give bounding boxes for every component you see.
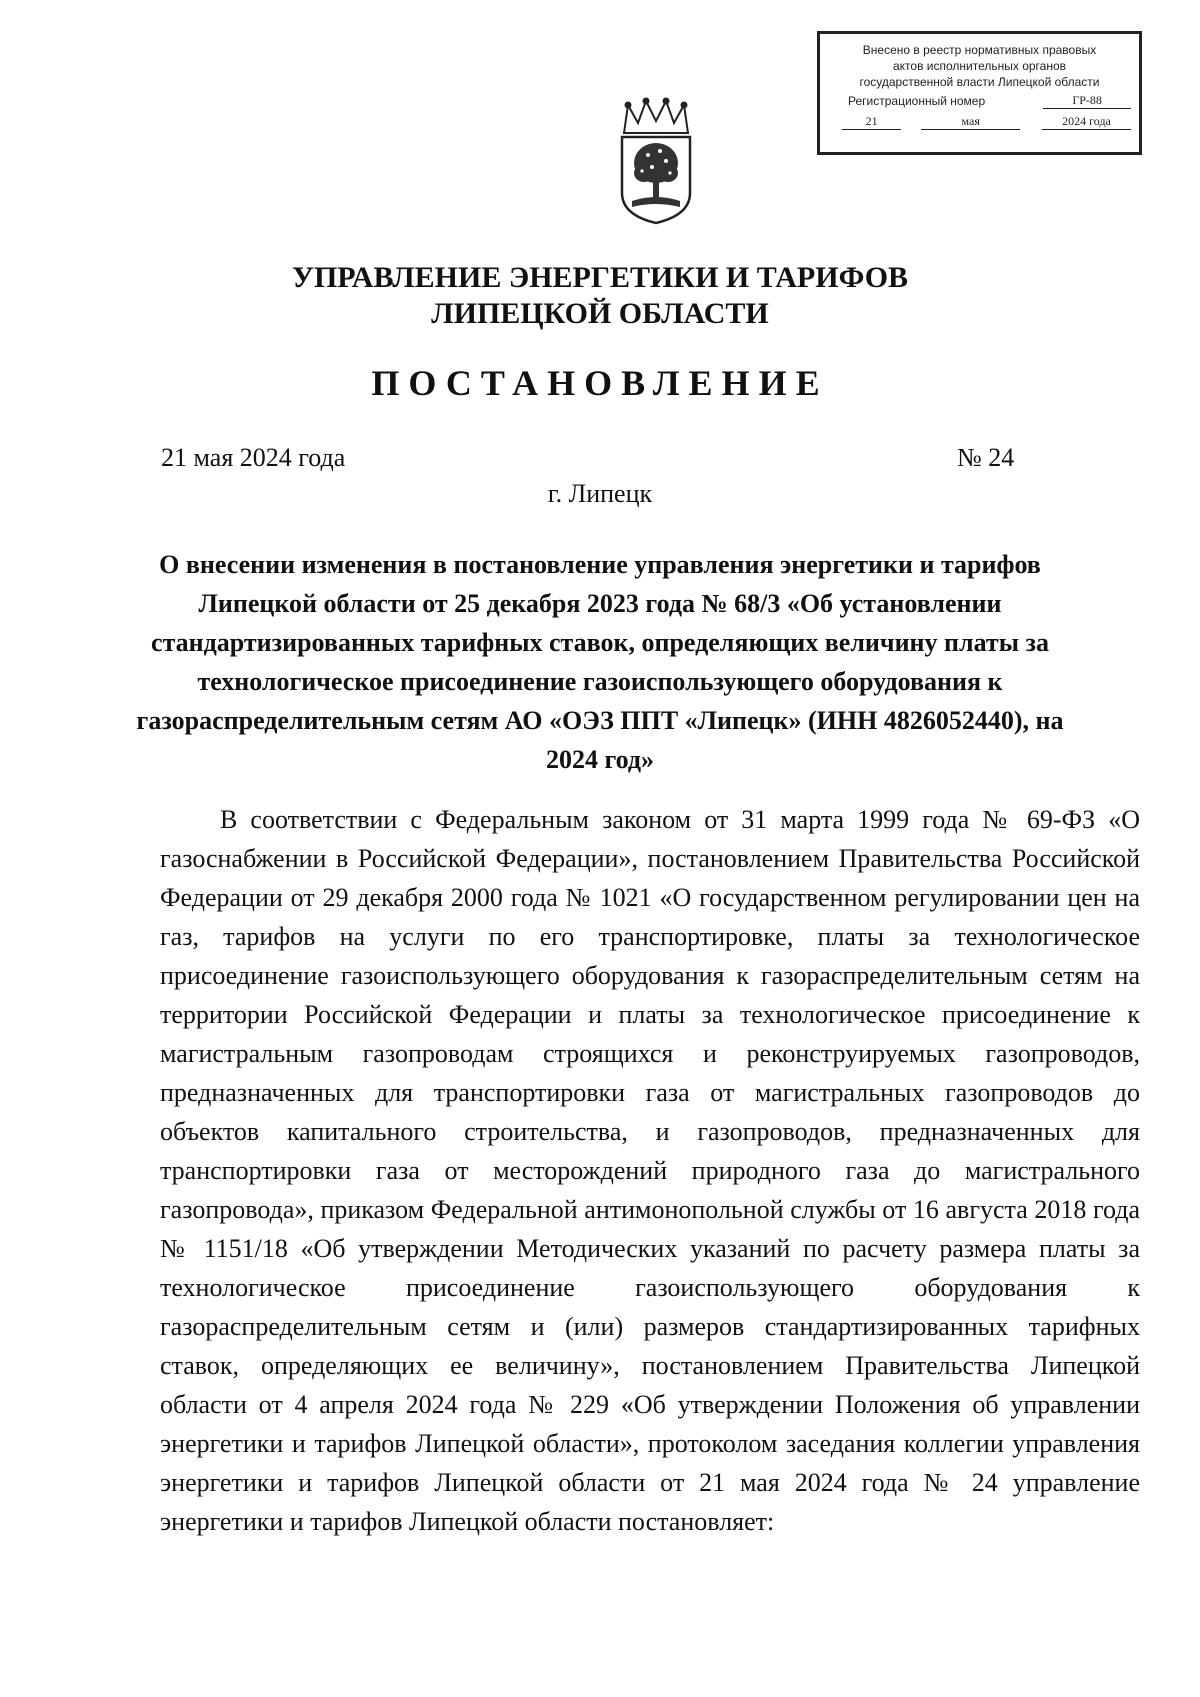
stamp-year: 2024 года — [1042, 113, 1131, 130]
organization-line-1: УПРАВЛЕНИЕ ЭНЕРГЕТИКИ И ТАРИФОВ — [291, 261, 909, 294]
document-date: 21 мая 2024 года — [161, 443, 346, 472]
coat-of-arms-icon — [614, 97, 698, 227]
body-paragraph: В соответствии с Федеральным законом от 31 марта 1999 года № 69-ФЗ «О газоснабжении в Российской Федерации», постановлением Правительства Российской Федерации от 29 декабря 2000 года № 1021 «О государственном регулировании цен на газ, тарифов на услуги по его транспортировке, платы за технологическое присоединение газоиспользующего оборудования к газораспределительным сетям на территории Российской Федерации и платы за технологическое присоединение к магистральным газопроводам строящихся и реконструируемых газопроводов, предназначенных для транспортировки газа от магистральных газопроводов до объектов капитального строительства, и газопроводов, предназначенных для транспортировки газа от месторождений природного газа до магистрального газопровода», приказом Федеральной антимонопольной службы от 16 августа 2018 года № 1151/18 «Об утверждении Методических указаний по расчету размера платы за технологическое присоединение газоиспользующего оборудования к газораспределительным сетям и (или) размеров стандартизированных тарифных ставок, определяющих ее величину», постановлением Правительства Липецкой области от 4 апреля 2024 года № 229 «Об утверждении Положения об управлении энергетики и тарифов Липецкой области», протоколом заседания коллегии управления энергетики и тарифов Липецкой области от 21 мая 2024 года № 24 управление энергетики и тарифов Липецкой области постановляет: — [160, 805, 1140, 1536]
document-number: № 24 — [957, 443, 1015, 472]
stamp-line-3: государственной власти Липецкой области — [859, 75, 1100, 89]
document-city: г. Липецк — [547, 479, 653, 508]
registry-stamp — [817, 31, 1142, 155]
document-type: ПОСТАНОВЛЕНИЕ — [371, 363, 829, 403]
document-title: О внесении изменения в постановление управления энергетики и тарифов Липецкой области от 25 декабря 2023 года № 68/3 «Об установлении стандартизированных тарифных ставок, определяющих величину платы за технологическое присоединение газоиспользующего оборудования к газораспределительным сетям АО «ОЭЗ ППТ «Липецк» (ИНН 4826052440), на 2024 год» — [136, 550, 1064, 774]
stamp-reg-number: ГР-88 — [1043, 92, 1131, 109]
organization-line-2: ЛИПЕЦКОЙ ОБЛАСТИ — [431, 297, 769, 330]
stamp-line-2: актов исполнительных органов — [892, 59, 1067, 73]
stamp-reg-label: Регистрационный номер — [848, 94, 986, 108]
stamp-day: 21 — [842, 113, 901, 130]
organization-name — [0, 260, 1200, 332]
stamp-month: мая — [921, 113, 1020, 130]
stamp-line-1: Внесено в реестр нормативных правовых — [862, 43, 1097, 57]
